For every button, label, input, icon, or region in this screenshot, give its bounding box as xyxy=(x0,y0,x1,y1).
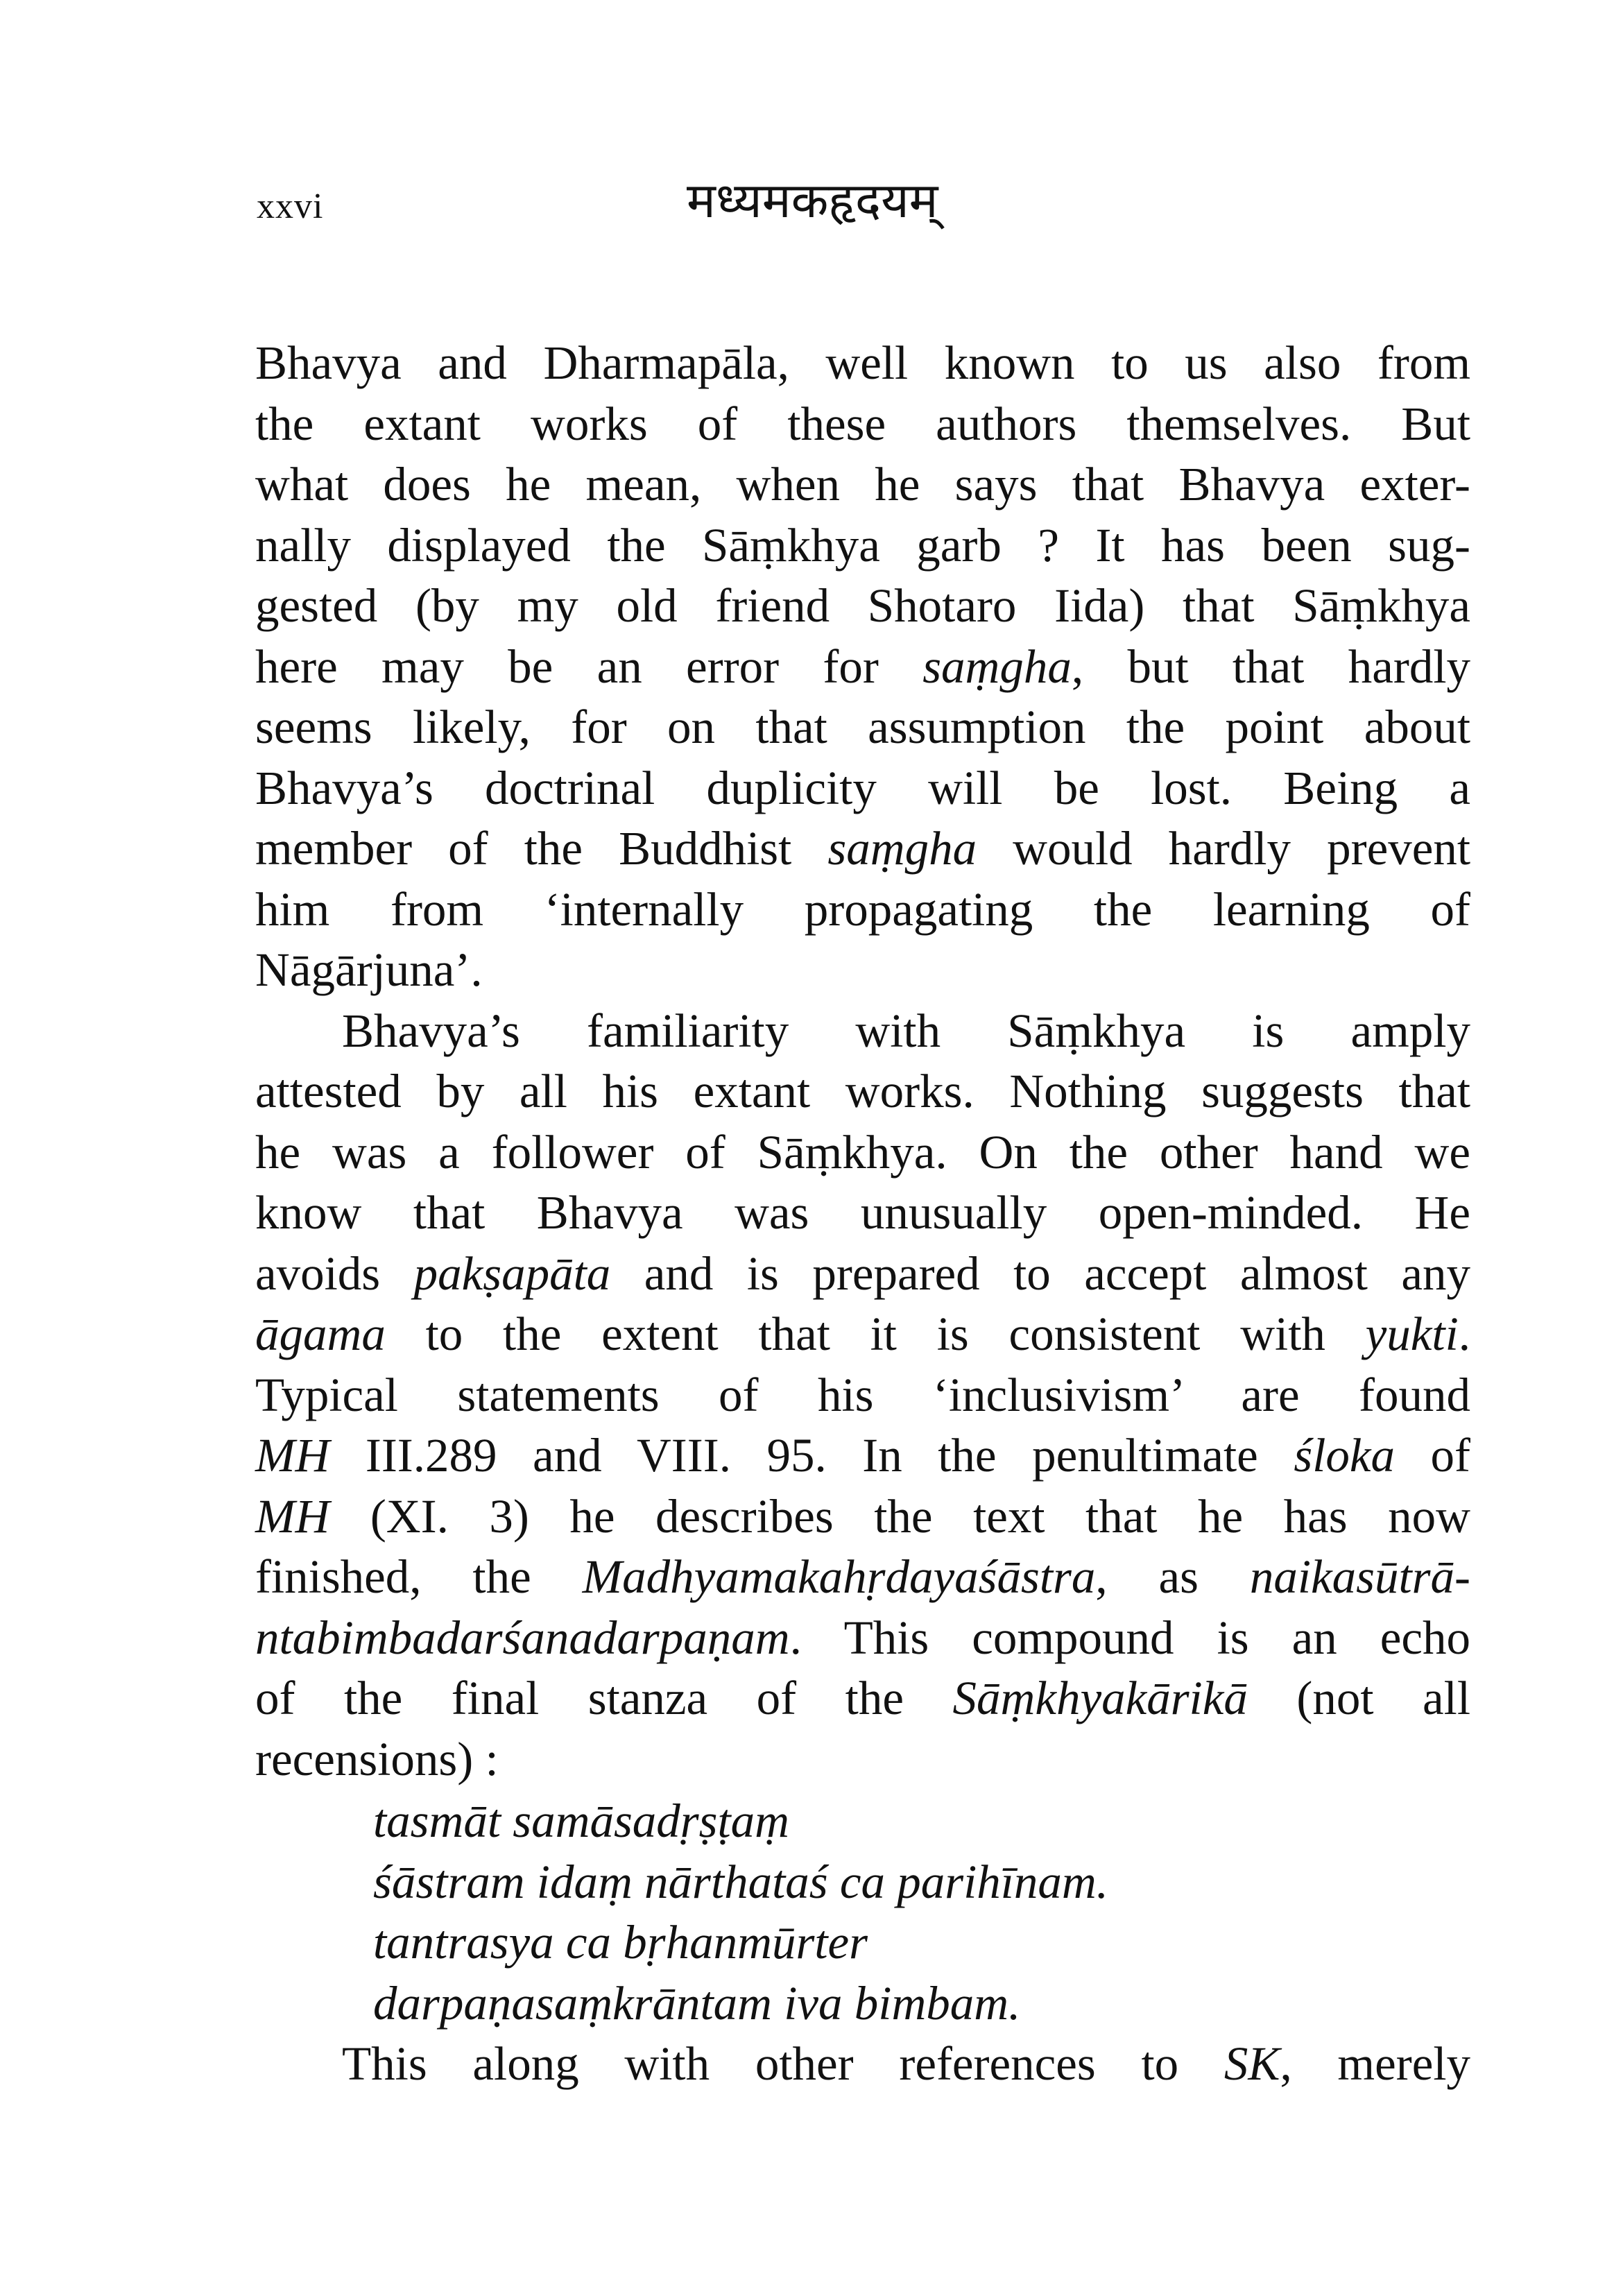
text-segment: , but that hardly xyxy=(1071,640,1470,693)
italic-term: śloka xyxy=(1294,1429,1395,1482)
verse-line: tasmāt samāsadṛṣṭaṃ xyxy=(373,1794,790,1847)
text-line xyxy=(255,1547,1470,1608)
text-segment: what does he mean, when he says that Bhavya exter- xyxy=(255,458,1470,511)
body-text xyxy=(255,333,1470,2095)
text-segment: . This compound is an echo xyxy=(789,1611,1470,1664)
text-segment: seems likely, for on that assumption the point about xyxy=(255,701,1470,753)
text-segment: finished, the xyxy=(255,1550,583,1603)
text-line xyxy=(255,697,1470,758)
italic-term: pakṣapāta xyxy=(413,1246,611,1300)
verse-line: tantrasya ca bṛhanmūrter xyxy=(373,1916,868,1969)
italic-term: āgama xyxy=(255,1308,386,1360)
italic-term: SK xyxy=(1223,2037,1280,2090)
text-segment: (XI. 3) he describes the text that he has now xyxy=(329,1489,1470,1543)
text-line xyxy=(255,515,1470,576)
text-line xyxy=(255,394,1470,455)
text-segment: Nāgārjuna’. xyxy=(255,943,483,996)
text-line xyxy=(255,940,1470,1001)
running-title: मध्यमकहृदयम् xyxy=(687,172,938,229)
page-number: xxvi xyxy=(257,187,324,226)
text-line xyxy=(255,1487,1470,1548)
text-line xyxy=(255,1608,1470,1669)
text-segment: (not all xyxy=(1247,1672,1470,1724)
text-segment: here may be an error for xyxy=(255,640,923,693)
italic-term: MH xyxy=(255,1429,330,1482)
italic-term: ntabimbadarśanadarpaṇam xyxy=(255,1611,790,1664)
text-line xyxy=(255,333,1470,394)
text-segment: nally displayed the Sāṃkhya garb ? It has been sug- xyxy=(255,518,1470,572)
text-line xyxy=(255,1365,1470,1426)
text-segment: Bhavya’s familiarity with Sāṃkhya is amply xyxy=(342,1004,1470,1057)
text-segment: , as xyxy=(1095,1550,1250,1603)
verse-line: darpaṇasaṃkrāntam iva bimbam. xyxy=(373,1976,1021,2030)
paragraph-1 xyxy=(255,333,1470,1001)
text-line xyxy=(255,637,1470,698)
text-line xyxy=(255,1244,1470,1305)
text-line xyxy=(255,1729,1470,1790)
text-segment: and is prepared to accept almost any xyxy=(610,1246,1470,1300)
paragraph-3 xyxy=(255,2034,1470,2095)
text-segment: to the extent that it is consistent with xyxy=(385,1308,1366,1360)
text-segment: know that Bhavya was unusually open-minded. He xyxy=(255,1186,1470,1239)
text-segment: Bhavya and Dharmapāla, well known to us also from xyxy=(255,336,1470,389)
text-line xyxy=(255,1668,1470,1729)
text-segment: Typical statements of his ‘inclusivism’ are found xyxy=(255,1368,1470,1421)
text-segment: member of the Buddhist xyxy=(255,822,828,875)
text-segment: of xyxy=(1395,1429,1471,1482)
paragraph-2 xyxy=(255,1001,1470,1790)
text-line xyxy=(255,454,1470,515)
verse-line: śāstram idaṃ nārthataś ca parihīnam. xyxy=(373,1855,1108,1908)
text-segment: avoids xyxy=(255,1246,414,1300)
text-segment: III.289 and VIII. 95. In the penultimate xyxy=(329,1429,1294,1482)
italic-term: Sāṃkhyakārikā xyxy=(952,1672,1248,1724)
text-segment: . xyxy=(1458,1308,1470,1360)
text-segment: Bhavya’s doctrinal duplicity will be lost. Being a xyxy=(255,761,1470,814)
text-segment: recensions) : xyxy=(255,1732,499,1785)
text-line xyxy=(255,1183,1470,1244)
text-line xyxy=(255,1122,1470,1183)
text-line xyxy=(255,819,1470,880)
text-line xyxy=(255,1061,1470,1122)
text-line xyxy=(255,1001,1470,1062)
text-line xyxy=(255,2034,1470,2095)
text-segment: gested (by my old friend Shotaro Iida) that Sāṃkhya xyxy=(255,579,1470,632)
italic-term: saṃgha xyxy=(922,640,1072,693)
text-segment: , merely xyxy=(1280,2037,1470,2090)
page-header xyxy=(257,165,1470,234)
italic-term: yukti xyxy=(1365,1308,1459,1360)
text-line xyxy=(255,1304,1470,1365)
text-segment: him from ‘internally propagating the learning of xyxy=(255,882,1470,936)
italic-term: naikasūtrā- xyxy=(1249,1550,1470,1603)
text-line xyxy=(255,758,1470,819)
text-line xyxy=(255,880,1470,941)
text-segment: would hardly prevent xyxy=(977,822,1470,875)
text-line xyxy=(255,576,1470,637)
verse-quotation xyxy=(255,1791,1470,2034)
text-segment: the extant works of these authors themselves. But xyxy=(255,397,1470,450)
italic-term: Madhyamakahṛdayaśāstra xyxy=(582,1550,1096,1603)
text-line xyxy=(255,1425,1470,1487)
text-segment: attested by all his extant works. Nothing suggests that xyxy=(255,1065,1470,1117)
italic-term: saṃgha xyxy=(827,822,977,875)
italic-term: MH xyxy=(255,1489,330,1543)
text-segment: of the final stanza of the xyxy=(255,1672,953,1724)
text-segment: he was a follower of Sāṃkhya. On the other hand we xyxy=(255,1125,1470,1179)
text-segment: This along with other references to xyxy=(342,2037,1224,2090)
